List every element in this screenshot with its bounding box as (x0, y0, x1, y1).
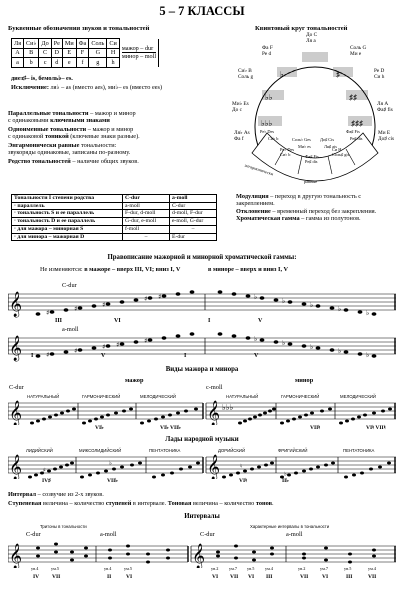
kinds-key-minor: c-moll (206, 384, 223, 391)
inner-label: Ре♭ Des (260, 129, 275, 134)
definition: – созвучие из 2-х звуков. (36, 491, 104, 498)
degree-numeral: VII♭ (107, 478, 118, 484)
interval-size-def (8, 500, 274, 507)
kinds-staff-svg (8, 393, 396, 425)
column-header: Тональности I степени родства (12, 195, 123, 203)
svg-text:♭: ♭ (310, 301, 314, 309)
table-cell: – (123, 233, 170, 241)
lower-letter: g (89, 58, 107, 68)
kinds-key-major: C-dur (9, 384, 24, 391)
circle-label-left-lower: Ми♭ Es До c (232, 101, 249, 113)
table-row (12, 218, 217, 226)
kinds-major: мажор (125, 377, 144, 384)
svg-text:♭: ♭ (338, 347, 342, 355)
degree-numeral: VII (368, 574, 377, 580)
svg-text:♯♯: ♯♯ (349, 93, 357, 102)
svg-text:♭: ♭ (280, 70, 284, 79)
svg-text:𝄞: 𝄞 (207, 455, 221, 479)
definition: с одинаковой (8, 133, 44, 141)
svg-text:♭: ♭ (338, 305, 342, 313)
degree-numeral: VI♭ VII♭ (160, 425, 181, 431)
relations-block (8, 110, 233, 165)
svg-text:𝄞: 𝄞 (9, 544, 23, 568)
svg-text:♯: ♯ (43, 467, 46, 474)
upper-letter: F (76, 48, 89, 58)
staff-key-minor: a-moll (62, 326, 79, 333)
term: Тоновая (167, 500, 192, 507)
relation-parallel-2 (8, 117, 233, 124)
interval-name: ум.5 (124, 566, 133, 571)
staff-minor-svg (8, 330, 396, 362)
degree-numeral: VII (300, 574, 309, 580)
upper-letter: G (89, 48, 107, 58)
table-cell: – (170, 225, 217, 233)
interval-name: ув.4 (104, 566, 112, 571)
table-cell: · параллель (12, 202, 123, 210)
circle-label-left-bottom: Ля♭ As Фа f (234, 130, 250, 142)
term: ключевыми знаками (48, 117, 110, 125)
circle-label-right-lower: Ля A Фа♯ fis (377, 101, 393, 113)
letters-table-wrap (11, 38, 159, 68)
letters-table (11, 38, 159, 68)
sub-label: – вверх и вниз I, V (233, 266, 289, 273)
degree-numeral: II♭ (282, 478, 289, 484)
scale-type-label: МЕЛОДИЧЕСКИЙ (140, 394, 177, 399)
svg-text:♭♭♭: ♭♭♭ (261, 119, 273, 128)
term: Энгармонически равные (8, 141, 80, 149)
svg-text:♯: ♯ (144, 295, 148, 303)
inner-label: Ля♯ ais (324, 144, 337, 149)
major-label: мажор – dur (121, 45, 154, 53)
mode-label: ПЕНТАТОНИКА (343, 448, 375, 453)
interval-def (8, 491, 104, 498)
upper-letter: E (62, 48, 76, 58)
inner-label: Соль♭ Ges (292, 137, 311, 142)
degree-numeral: V (101, 353, 106, 359)
degree-numeral: II (107, 574, 112, 580)
circle-label-bottom-b: Фа♯ Fis Ре♯ dis (305, 154, 319, 164)
sub-label: в мажоре (82, 266, 111, 273)
note-name: Си (107, 39, 119, 49)
exception-line (11, 84, 162, 91)
degree-numeral: VII♮ (310, 425, 321, 431)
circle-label-top: До C Ля a (306, 32, 318, 44)
mode-label: ПЕНТАТОНИКА (149, 448, 181, 453)
svg-text:♯: ♯ (144, 337, 148, 345)
staff-key-major: C-dur (62, 282, 77, 289)
svg-text:♯: ♯ (102, 343, 106, 351)
circle-label-left-mid: Си♭ B Соль g (238, 68, 254, 80)
svg-text:♭: ♭ (109, 460, 112, 467)
term: Интервал (8, 491, 37, 498)
term: Одноименные тональности (8, 125, 87, 133)
term: Родство тональностей (8, 157, 71, 165)
deviation-def (236, 208, 396, 215)
circle-of-fifths (232, 33, 398, 189)
interval-key: a-moll (100, 531, 117, 538)
degree-numeral: I (31, 353, 34, 359)
intervals-staff-svg (8, 536, 396, 568)
degree-numeral: IV♯ (42, 478, 51, 484)
mode-label: ФРИГИЙСКИЙ (278, 448, 308, 453)
lower-letter: h (107, 58, 119, 68)
definition: – временный переход без закрепления. (270, 207, 377, 215)
svg-text:𝄞: 𝄞 (9, 455, 23, 479)
interval-name: ув.2 (298, 566, 306, 571)
relation-parallel (8, 110, 233, 117)
relation-enharmonic-2: звукоряды одинаковые, записаны по-разному. (8, 149, 131, 157)
definition: величина – количество (191, 500, 256, 507)
table-cell: G-dur, e-moll (123, 218, 170, 226)
definition: с одинаковыми (8, 117, 49, 125)
svg-text:♯: ♯ (336, 70, 340, 79)
table-row (12, 233, 217, 241)
table-row (12, 39, 159, 49)
table-row (12, 210, 217, 218)
table-row (12, 202, 217, 210)
kinds-staff (8, 393, 396, 425)
upper-letter: D (51, 48, 62, 58)
interval-name: ув.5 (247, 566, 255, 571)
circle-label-left-upper: Фа F Ре d (262, 45, 273, 57)
definition: в интервале. (131, 500, 168, 507)
table-cell: a-moll (123, 202, 170, 210)
chromatic-scale-def (236, 215, 396, 222)
scale-type-label: НАТУРАЛЬНЫЙ (27, 394, 60, 399)
sub-label: Не изменяются: (40, 266, 83, 273)
svg-text:𝄞: 𝄞 (9, 336, 23, 361)
circle-label-right-mid: Ре D Си h (374, 68, 385, 80)
svg-text:♯: ♯ (158, 293, 162, 301)
sharp-flat-rule: диез♯– is, бемоль♭– es. (11, 75, 73, 82)
table-cell: f-moll (123, 225, 170, 233)
modulation-block (236, 193, 396, 223)
mode-cell (119, 39, 158, 68)
lower-letter: e (62, 58, 76, 68)
interval-name: ум.4 (265, 566, 274, 571)
degree-numeral: VI (322, 574, 329, 580)
table-cell: · для минора – мажорная D (12, 233, 123, 241)
circle-label-right-upper: Соль G Ми e (350, 45, 367, 57)
svg-text:♭♭♭: ♭♭♭ (222, 403, 234, 412)
definition: – переход в другую тональность с закреплением. (236, 193, 362, 208)
label-enharmonic: энгармонически (243, 162, 274, 177)
definition: – мажор и минор (88, 110, 136, 117)
degree-numeral: III (266, 574, 273, 580)
relation-enharmonic (8, 142, 233, 149)
sub-label: в миноре (207, 266, 234, 273)
svg-text:♭: ♭ (366, 309, 370, 317)
definition: – гамма из полутонов. (299, 215, 361, 223)
svg-text:♭♭: ♭♭ (265, 93, 273, 102)
label-equal: равные (304, 179, 318, 184)
svg-text:♯: ♯ (46, 309, 50, 317)
note-name: Соль (89, 39, 107, 49)
definition: тональности: (79, 141, 117, 149)
svg-text:♭: ♭ (254, 293, 258, 301)
degree-numeral: VI♮ (239, 478, 248, 484)
definition: – мажор и минор (86, 125, 134, 133)
definition: . (272, 500, 274, 507)
scale-type-label: НАТУРАЛЬНЫЙ (226, 394, 259, 399)
svg-text:♭: ♭ (310, 343, 314, 351)
table-cell: F-dur, d-moll (123, 210, 170, 218)
characteristic-subheading: Характерные интервалы в тональности (250, 524, 330, 529)
kinds-heading: Виды мажора и минора (165, 366, 239, 373)
svg-text:♭: ♭ (254, 335, 258, 343)
table-cell: C-dur (170, 202, 217, 210)
term: Параллельные тональности (8, 110, 89, 117)
inner-label: Фа♯ Fis (346, 129, 360, 134)
note-name: До (39, 39, 51, 49)
note-name: Ля (12, 39, 24, 49)
inner-label: Ми♭ es (298, 144, 311, 149)
circle-label-right-bottom: Ми E До♯ cis (378, 130, 395, 142)
interval-name: ум.7 (229, 566, 238, 571)
svg-text:𝄞: 𝄞 (207, 401, 221, 425)
degree-numeral: VI (114, 318, 121, 324)
relation-same-tonic-2 (8, 133, 233, 140)
folk-heading: Лады народной музыки (165, 436, 239, 443)
term: Хроматическая гамма (236, 215, 300, 223)
svg-text:♮: ♮ (240, 463, 243, 470)
term: Модуляция (236, 193, 269, 200)
chromatic-heading: Правописание мажорной и минорной хроматической гаммы: (107, 254, 297, 261)
svg-text:♯: ♯ (74, 305, 78, 313)
minor-label: минор – moll (121, 53, 157, 61)
interval-name: ув.5 (344, 566, 352, 571)
table-cell: E-dur (170, 233, 217, 241)
circle-label-bottom-a: Ре♭ Des Си♭ b (280, 147, 295, 157)
svg-text:♭: ♭ (282, 339, 286, 347)
circle-label-bottom-c: Си H Соль♯ gis (332, 147, 350, 157)
svg-text:♯: ♯ (116, 341, 120, 349)
degree-numeral: III (55, 318, 63, 324)
svg-text:♯: ♯ (74, 347, 78, 355)
scale-type-label: ГАРМОНИЧЕСКИЙ (82, 394, 121, 399)
term: Ступеневая (8, 500, 42, 507)
lower-letter: c (39, 58, 51, 68)
folk-staff-svg (8, 447, 396, 479)
exception-text: ля♭ – as (вместо aes), ми♭– es (вместо ees) (50, 84, 163, 91)
column-header: a-moll (170, 195, 217, 203)
lower-letter: d (51, 58, 62, 68)
degree-numeral: VII (52, 574, 61, 580)
table-cell: · тональность S и ее параллель (12, 210, 123, 218)
interval-key: a-moll (286, 531, 303, 538)
term: ступеней (105, 500, 132, 507)
definition: (ключевые знаки разные). (68, 133, 140, 141)
interval-name: ум.7 (320, 566, 329, 571)
svg-text:♭: ♭ (284, 471, 287, 478)
exception-label: Исключение: (11, 84, 49, 91)
svg-text:♭: ♭ (282, 297, 286, 305)
table-cell: e-moll, G-dur (170, 218, 217, 226)
inner-label: Си♭ b (268, 136, 279, 141)
degree-numeral: V (258, 318, 263, 324)
table-cell: d-moll, F-dur (170, 210, 217, 218)
kinship-table (11, 194, 217, 241)
definition: величина – количество (41, 500, 106, 507)
modulation-def (236, 193, 396, 208)
degree-numeral: VI (126, 574, 133, 580)
lower-letter: a (12, 58, 24, 68)
table-cell: · для мажора – минорная S (12, 225, 123, 233)
intervals-heading: Интервалы (184, 513, 220, 520)
degree-numeral: I (184, 353, 187, 359)
upper-letter: B (24, 48, 39, 58)
svg-text:♯: ♯ (102, 301, 106, 309)
term: тонов (255, 500, 273, 507)
letters-heading: Буквенные обозначения звуков и тональностей (8, 25, 150, 32)
note-name: Си♭ (24, 39, 39, 49)
note-name: Ми (62, 39, 76, 49)
definition: – наличие общих звуков. (70, 157, 139, 165)
upper-letter: H (107, 48, 119, 58)
table-row (12, 225, 217, 233)
kinds-minor: минор (295, 377, 314, 384)
degree-numeral: IV (33, 574, 40, 580)
chromatic-subheading (40, 266, 288, 273)
svg-text:𝄞: 𝄞 (9, 401, 23, 425)
degree-numeral: I (208, 318, 211, 324)
svg-text:♯: ♯ (46, 351, 50, 359)
kinship-table-wrap (11, 194, 217, 241)
upper-letter: C (39, 48, 51, 58)
scale-type-label: ГАРМОНИЧЕСКИЙ (281, 394, 320, 399)
interval-name: ув.4 (31, 566, 39, 571)
table-row (12, 195, 217, 203)
degree-numeral: VI (212, 574, 219, 580)
column-header: C-dur (123, 195, 170, 203)
term: тоникой (43, 133, 69, 141)
intervals-staff (8, 536, 396, 568)
lower-letter: f (76, 58, 89, 68)
mode-label: ДОРИЙСКИЙ (218, 448, 246, 453)
term: Отклонение (236, 207, 271, 215)
svg-text:♭: ♭ (366, 351, 370, 359)
scale-type-label: МЕЛОДИЧЕСКИЙ (340, 394, 377, 399)
lower-letter: b (24, 58, 39, 68)
note-name: Фа (76, 39, 89, 49)
svg-text:𝄞: 𝄞 (192, 544, 206, 568)
interval-name: ум.4 (368, 566, 377, 571)
tritones-subheading: Тритоны в тональности (40, 524, 87, 529)
degree-numeral: VI♭ (95, 425, 104, 431)
svg-text:♯♯♯: ♯♯♯ (351, 119, 363, 128)
interval-name: ув.2 (211, 566, 219, 571)
degree-numeral: VI♮ VII♮ (366, 425, 386, 431)
mode-label: ЛИДИЙСКИЙ (26, 448, 53, 453)
page-title: 5 – 7 КЛАССЫ (159, 4, 245, 18)
interval-key: C-dur (26, 531, 41, 538)
table-cell: · тональность D и ее параллель (12, 218, 123, 226)
relation-same-tonic (8, 126, 233, 133)
degree-numeral: III (346, 574, 353, 580)
circle-heading: Квинтовый круг тональностей (255, 25, 348, 32)
svg-text:𝄞: 𝄞 (9, 292, 23, 317)
inner-label: До♯ Cis (320, 137, 335, 142)
degree-numeral: V (254, 353, 259, 359)
relation-kinship (8, 158, 233, 165)
interval-name: ум.5 (51, 566, 60, 571)
degree-numeral: VII (230, 574, 239, 580)
folk-staff (8, 447, 396, 479)
inner-label: Ре♯ dis (350, 136, 363, 141)
note-name: Ре (51, 39, 62, 49)
sub-label: – вверх III, VI; вниз I, V (110, 266, 181, 273)
upper-letter: A (12, 48, 24, 58)
degree-numeral: VI (248, 574, 255, 580)
interval-key: C-dur (200, 531, 215, 538)
chromatic-staff-minor (8, 330, 396, 362)
mode-label: МИКСОЛИДИЙСКИЙ (79, 448, 122, 453)
